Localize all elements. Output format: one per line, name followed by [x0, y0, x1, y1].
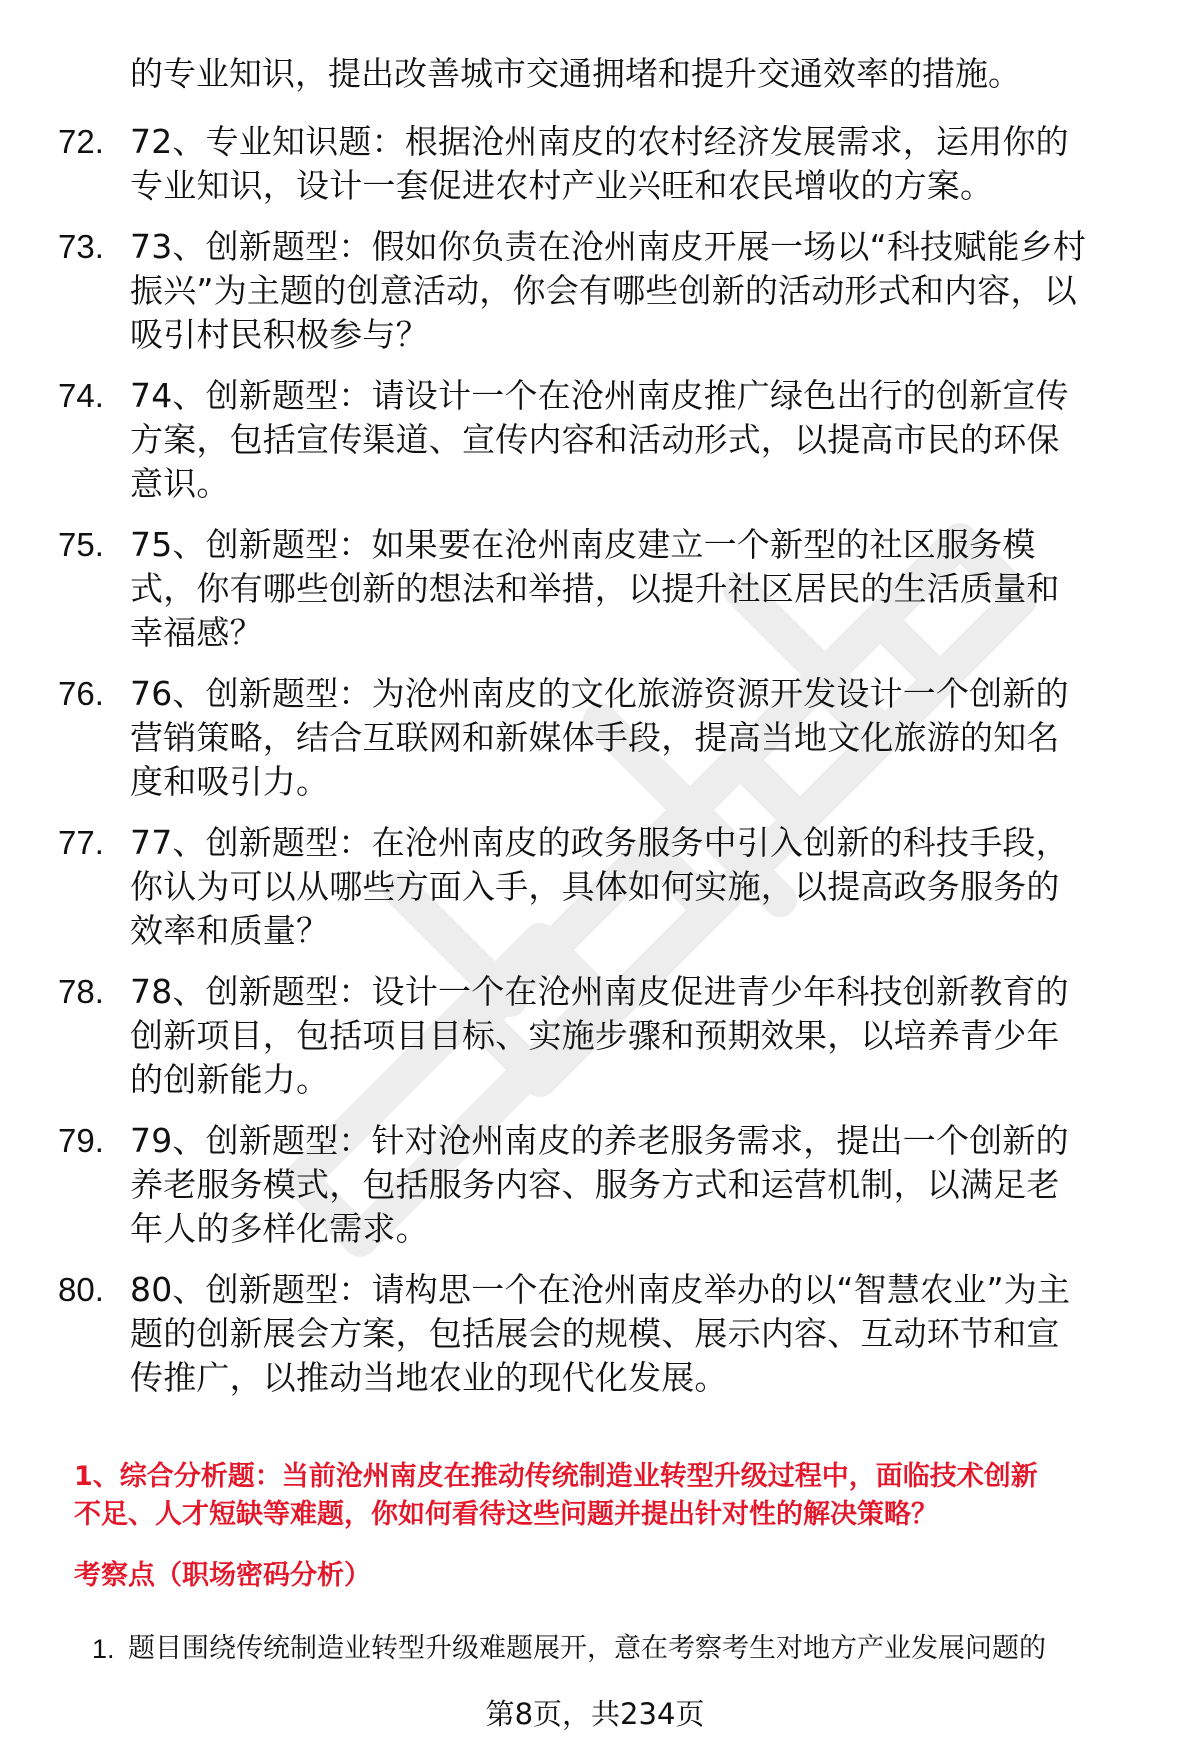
text-line: 73、创新题型：假如你负责在沧州南皮开展一场以“科技赋能乡村: [130, 227, 1087, 266]
text-line: 80、创新题型：请构思一个在沧州南皮举办的以“智慧农业”为主: [130, 1270, 1071, 1309]
question-list: [0, 120, 1190, 1417]
text-line: 振兴”为主题的创意活动，你会有哪些创新的活动形式和内容，以: [130, 271, 1077, 310]
kaochadian-label: 考察点（职场密码分析）: [74, 1560, 371, 1591]
list-number: 72.: [58, 123, 104, 160]
text-line: 75、创新题型：如果要在沧州南皮建立一个新型的社区服务模: [130, 525, 1036, 564]
text-line: 专业知识，设计一套促进农村产业兴旺和农民增收的方案。: [130, 166, 994, 205]
text-line: 营销策略，结合互联网和新媒体手段，提高当地文化旅游的知名: [130, 718, 1060, 757]
list-number: 77.: [58, 824, 104, 861]
list-number: 80.: [58, 1271, 104, 1308]
text-line: 吸引村民积极参与？: [130, 315, 429, 354]
question-text: [130, 1268, 1160, 1400]
text-line: 题的创新展会方案，包括展会的规模、展示内容、互动环节和宣: [130, 1314, 1060, 1353]
question-item-78: [0, 970, 1190, 1102]
question-item-76: [0, 672, 1190, 804]
text-line: 的创新能力。: [130, 1060, 330, 1099]
text-line: 度和吸引力。: [130, 762, 330, 801]
text-line: 74、创新题型：请设计一个在沧州南皮推广绿色出行的创新宣传: [130, 376, 1069, 415]
text-line: 1、综合分析题：当前沧州南皮在推动传统制造业转型升级过程中，面临技术创新: [74, 1461, 1038, 1492]
text-line: 方案，包括宣传渠道、宣传内容和活动形式，以提高市民的环保: [130, 420, 1060, 459]
question-text: [130, 523, 1160, 655]
question-item-75: [0, 523, 1190, 655]
list-number: 75.: [58, 526, 104, 563]
text-line: 创新项目，包括项目目标、实施步骤和预期效果，以培养青少年: [130, 1016, 1060, 1055]
list-number: 73.: [58, 228, 104, 265]
text-line: 式，你有哪些创新的想法和举措，以提升社区居民的生活质量和: [130, 569, 1060, 608]
question-item-77: [0, 821, 1190, 953]
question-text: [130, 120, 1160, 208]
question-text: [130, 821, 1160, 953]
text-line: 意识。: [130, 464, 230, 503]
question-text: [130, 1119, 1160, 1251]
question-item-73: [0, 225, 1190, 357]
question-text: [130, 374, 1160, 506]
analysis-question-heading: [74, 1458, 1154, 1534]
text-line: 不足、人才短缺等难题，你如何看待这些问题并提出针对性的解决策略？: [74, 1499, 938, 1530]
list-number: 74.: [58, 377, 104, 414]
page-footer: 第8页，共234页: [485, 1697, 705, 1731]
text-line: 效率和质量？: [130, 911, 330, 950]
text-line: 77、创新题型：在沧州南皮的政务服务中引入创新的科技手段，: [130, 823, 1069, 862]
text-line: 传推广，以推动当地农业的现代化发展。: [130, 1358, 728, 1397]
text-line: 幸福感？: [130, 613, 263, 652]
question-text: [130, 970, 1160, 1102]
text-line: 你认为可以从哪些方面入手，具体如何实施，以提高政务服务的: [130, 867, 1060, 906]
question-item-72: [0, 120, 1190, 208]
text-line: 76、创新题型：为沧州南皮的文化旅游资源开发设计一个创新的: [130, 674, 1069, 713]
text-line: 年人的多样化需求。: [130, 1209, 429, 1248]
list-number: 76.: [58, 675, 104, 712]
text-line: 养老服务模式，包括服务内容、服务方式和运营机制，以满足老: [130, 1165, 1060, 1204]
text-line: 72、专业知识题：根据沧州南皮的农村经济发展需求，运用你的: [130, 122, 1069, 161]
list-number: 78.: [58, 973, 104, 1010]
list-number: 79.: [58, 1122, 104, 1159]
question-item-79: [0, 1119, 1190, 1251]
question-item-80: [0, 1268, 1190, 1400]
text-line: 79、创新题型：针对沧州南皮的养老服务需求，提出一个创新的: [130, 1121, 1069, 1160]
point-text: 题目围绕传统制造业转型升级难题展开，意在考察考生对地方产业发展问题的: [128, 1633, 1046, 1664]
question-item-74: [0, 374, 1190, 506]
text-line: 78、创新题型：设计一个在沧州南皮促进青少年科技创新教育的: [130, 972, 1069, 1011]
list-number: 1.: [92, 1634, 115, 1664]
question-text: [130, 225, 1160, 357]
continuation-line: 的专业知识，提出改善城市交通拥堵和提升交通效率的措施。: [130, 54, 1021, 93]
question-text: [130, 672, 1160, 804]
